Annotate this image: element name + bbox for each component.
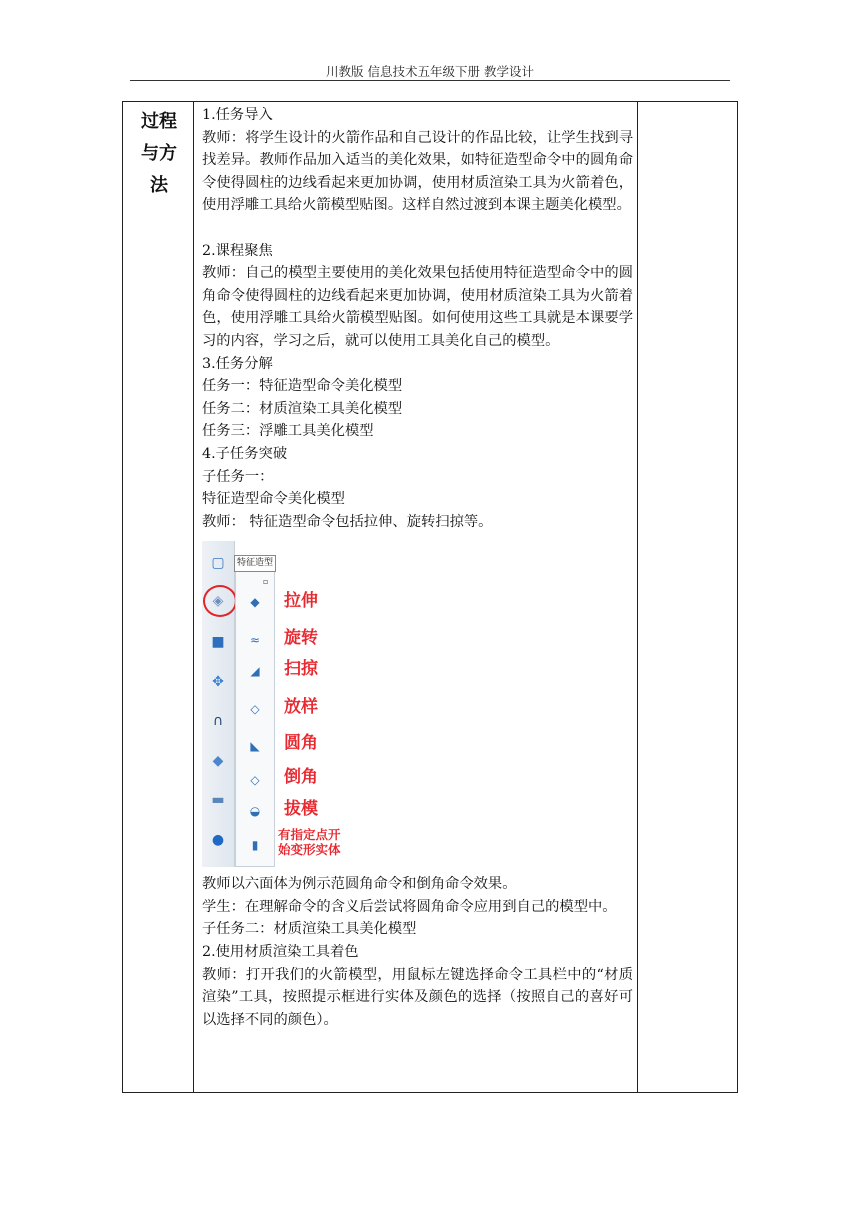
task-intro-text: 教师：将学生设计的火箭作品和自己设计的作品比较，让学生找到寻找差异。教师作品加入适当的美化效果，如特征造型命令中的圆角命令使得圆柱的边线看起来更加协调，使用材质渲染工具为火箭着色，使用浮雕工具给火箭模型贴图。这样自然过渡到本课主题美化模型。 — [202, 129, 633, 214]
revolve-icon: ≈ — [249, 633, 261, 648]
page-header: 川教版 信息技术五年级下册 教学设计 — [326, 64, 534, 79]
subtask-two-title: 子任务二：材质渲染工具美化模型 — [202, 921, 417, 938]
box-icon: ◆ — [212, 753, 224, 770]
label-fillet: 圆角 — [284, 733, 318, 754]
magnet-icon: ∩ — [212, 713, 224, 730]
sweep-icon: ◢ — [250, 664, 260, 679]
task-intro-title: 1.任务导入 — [202, 107, 273, 123]
label-draft: 拔模 — [284, 799, 318, 820]
feature-modeling-tab: 特征造型 — [234, 555, 276, 572]
material-render-text: 教师：打开我们的火箭模型，用鼠标左键选择命令工具栏中的“材质渲染”工具，按照提示框进行实体及颜色的选择（按照自己的喜好可以选择不同的颜色）。 — [202, 966, 633, 1028]
subtask-one-teacher: 教师： 特征造型命令包括拉伸、旋转扫掠等。 — [202, 513, 493, 530]
task-two: 任务二：材质渲染工具美化模型 — [202, 400, 403, 417]
label-extrude: 拉伸 — [284, 591, 318, 612]
course-focus-title: 2.课程聚焦 — [202, 242, 273, 259]
material-render-title: 2.使用材质渲染工具着色 — [202, 944, 359, 961]
lesson-table — [122, 101, 738, 1093]
header-rule — [130, 80, 730, 81]
feature-modeling-toolbar-figure — [202, 541, 360, 867]
column-divider — [637, 102, 638, 1092]
column-divider — [193, 102, 194, 1092]
label-deform — [278, 827, 341, 857]
task-one: 任务一：特征造型命令美化模型 — [202, 378, 403, 395]
panel-icon: ▬ — [211, 792, 225, 809]
cube-icon: ■ — [211, 634, 225, 651]
loft-icon: ◇ — [250, 702, 260, 717]
label-loft: 放样 — [284, 697, 318, 718]
sketch-icon: ▢ — [211, 555, 225, 572]
label-deform-line2: 始变形实体 — [278, 842, 341, 858]
label-deform-line1: 有指定点开 — [278, 827, 341, 843]
deform-icon: ▮ — [251, 838, 259, 853]
sphere-icon: ● — [211, 832, 225, 849]
stretch-icon: ◈ — [212, 593, 224, 610]
task-breakdown-title: 3.任务分解 — [202, 355, 273, 372]
subtask-one-title: 子任务一： — [202, 468, 274, 485]
section-label: 过程与方法 — [141, 111, 177, 196]
fillet-demo-text: 教师以六面体为例示范圆角命令和倒角命令效果。 — [202, 876, 517, 893]
draft-icon: ◒ — [249, 804, 261, 819]
pin-icon: ▫ — [263, 577, 269, 587]
subtask-breakthrough-title: 4.子任务突破 — [202, 445, 288, 462]
move-icon: ✥ — [212, 674, 224, 691]
content-cell — [202, 104, 633, 1031]
subtask-one-name: 特征造型命令美化模型 — [202, 491, 345, 508]
chamfer-icon: ◇ — [250, 773, 260, 788]
course-focus-text: 教师：自己的模型主要使用的美化效果包括使用特征造型命令中的圆角命令使得圆柱的边线看起来更加协调，使用材质渲染工具为火箭着色，使用浮雕工具给火箭模型贴图。如何使用这些工具就是本课要学习的内容，学习之后，就可以使用工具美化自己的模型。 — [202, 265, 633, 349]
student-practice-text: 学生：在理解命令的含义后尝试将圆角命令应用到自己的模型中。 — [202, 898, 617, 915]
fillet-icon: ◣ — [250, 739, 260, 754]
extrude-icon: ◆ — [250, 595, 260, 610]
label-revolve: 旋转 — [284, 628, 318, 649]
task-three: 任务三：浮雕工具美化模型 — [202, 423, 374, 440]
label-chamfer: 倒角 — [284, 767, 318, 788]
label-sweep: 扫掠 — [284, 659, 318, 680]
